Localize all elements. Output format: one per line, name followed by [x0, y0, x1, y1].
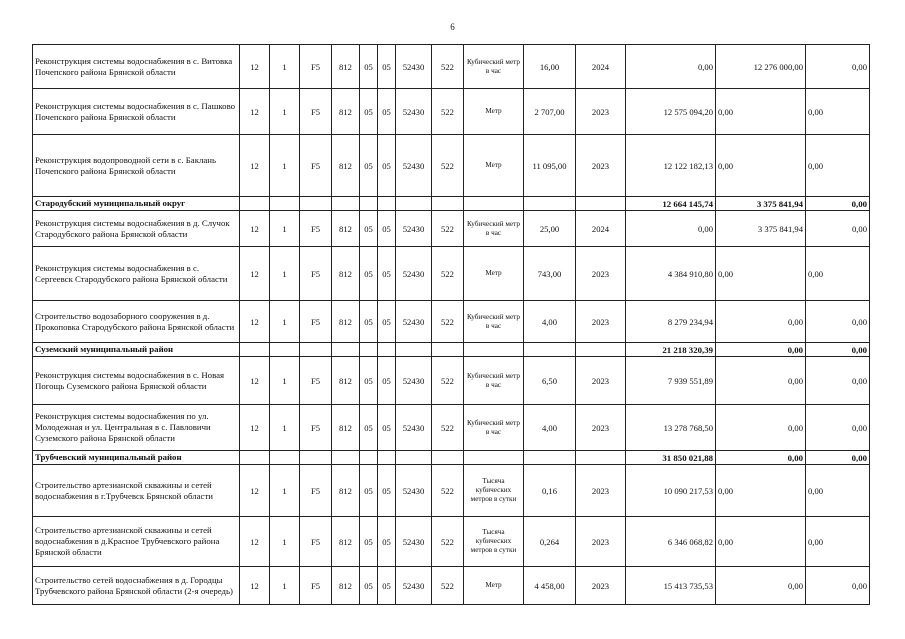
table-row [33, 517, 870, 567]
year-cell: 2023 [576, 247, 626, 301]
table-row [33, 405, 870, 451]
code-cell: 522 [432, 89, 464, 135]
amount-cell: 0,00 [806, 405, 870, 451]
code-cell: 52430 [396, 301, 432, 343]
amount-cell: 0,00 [716, 135, 806, 197]
object-name-cell: Строительство артезианской скважины и сетей водоснабжения в г.Трубчевск Брянской области [33, 465, 240, 517]
empty-cell [332, 197, 360, 211]
quantity-cell: 11 095,00 [524, 135, 576, 197]
empty-cell [270, 343, 300, 357]
empty-cell [378, 343, 396, 357]
empty-cell [576, 343, 626, 357]
code-cell: 05 [378, 301, 396, 343]
amount-cell: 0,00 [716, 301, 806, 343]
object-name-cell: Реконструкция системы водоснабжения по ул. Молодежная и ул. Центральная в с. Павловичи Суземского района Брянской области [33, 405, 240, 451]
amount-cell: 13 278 768,50 [626, 405, 716, 451]
code-cell: 05 [378, 357, 396, 405]
code-cell: 05 [360, 211, 378, 247]
year-cell: 2023 [576, 465, 626, 517]
code-cell: F5 [300, 357, 332, 405]
unit-cell: Тысяча кубических метров в сутки [464, 517, 524, 567]
subtotal-row [33, 451, 870, 465]
amount-cell: 0,00 [806, 343, 870, 357]
code-cell: 52430 [396, 211, 432, 247]
code-cell: F5 [300, 567, 332, 605]
object-name-cell: Реконструкция водопроводной сети в с. Баклань Почепского района Брянской области [33, 135, 240, 197]
code-cell: 522 [432, 211, 464, 247]
table-body [33, 45, 870, 605]
table-row [33, 135, 870, 197]
empty-cell [464, 197, 524, 211]
code-cell: 52430 [396, 247, 432, 301]
empty-cell [240, 343, 270, 357]
code-cell: 812 [332, 567, 360, 605]
code-cell: 522 [432, 301, 464, 343]
empty-cell [576, 197, 626, 211]
amount-cell: 0,00 [806, 197, 870, 211]
empty-cell [378, 451, 396, 465]
unit-cell: Кубический метр в час [464, 45, 524, 89]
code-cell: 12 [240, 211, 270, 247]
amount-cell: 0,00 [806, 451, 870, 465]
amount-cell: 10 090 217,53 [626, 465, 716, 517]
code-cell: F5 [300, 45, 332, 89]
code-cell: 05 [360, 517, 378, 567]
code-cell: 05 [360, 405, 378, 451]
empty-cell [432, 451, 464, 465]
quantity-cell: 4,00 [524, 405, 576, 451]
code-cell: 52430 [396, 89, 432, 135]
empty-cell [396, 451, 432, 465]
subtotal-row [33, 343, 870, 357]
code-cell: 52430 [396, 135, 432, 197]
code-cell: 12 [240, 567, 270, 605]
code-cell: 1 [270, 89, 300, 135]
amount-cell: 21 218 320,39 [626, 343, 716, 357]
amount-cell: 0,00 [716, 343, 806, 357]
year-cell: 2024 [576, 211, 626, 247]
year-cell: 2023 [576, 517, 626, 567]
empty-cell [300, 343, 332, 357]
empty-cell [332, 451, 360, 465]
code-cell: 812 [332, 405, 360, 451]
amount-cell: 8 279 234,94 [626, 301, 716, 343]
code-cell: F5 [300, 89, 332, 135]
amount-cell: 0,00 [806, 357, 870, 405]
object-name-cell: Реконструкция системы водоснабжения в с. Пашково Почепского района Брянской области [33, 89, 240, 135]
unit-cell: Тысяча кубических метров в сутки [464, 465, 524, 517]
code-cell: 812 [332, 517, 360, 567]
empty-cell [270, 197, 300, 211]
code-cell: 812 [332, 357, 360, 405]
amount-cell: 0,00 [806, 247, 870, 301]
code-cell: 522 [432, 517, 464, 567]
code-cell: 522 [432, 405, 464, 451]
amount-cell: 0,00 [716, 357, 806, 405]
quantity-cell: 2 707,00 [524, 89, 576, 135]
code-cell: 05 [360, 465, 378, 517]
amount-cell: 0,00 [716, 465, 806, 517]
empty-cell [464, 451, 524, 465]
amount-cell: 7 939 551,89 [626, 357, 716, 405]
amount-cell: 31 850 021,88 [626, 451, 716, 465]
code-cell: 522 [432, 247, 464, 301]
code-cell: 1 [270, 135, 300, 197]
empty-cell [432, 197, 464, 211]
year-cell: 2023 [576, 567, 626, 605]
code-cell: 12 [240, 405, 270, 451]
quantity-cell: 0,264 [524, 517, 576, 567]
code-cell: 12 [240, 89, 270, 135]
table-row [33, 45, 870, 89]
code-cell: 812 [332, 247, 360, 301]
object-name-cell: Строительство водозаборного сооружения в д. Прокоповка Стародубского района Брянской области [33, 301, 240, 343]
code-cell: 1 [270, 517, 300, 567]
quantity-cell: 0,16 [524, 465, 576, 517]
amount-cell: 4 384 910,80 [626, 247, 716, 301]
code-cell: 12 [240, 301, 270, 343]
code-cell: 1 [270, 567, 300, 605]
empty-cell [300, 451, 332, 465]
year-cell: 2023 [576, 89, 626, 135]
code-cell: 52430 [396, 465, 432, 517]
empty-cell [270, 451, 300, 465]
year-cell: 2023 [576, 135, 626, 197]
quantity-cell: 25,00 [524, 211, 576, 247]
amount-cell: 0,00 [626, 211, 716, 247]
amount-cell: 0,00 [716, 517, 806, 567]
amount-cell: 0,00 [716, 89, 806, 135]
code-cell: F5 [300, 517, 332, 567]
table-row [33, 301, 870, 343]
amount-cell: 0,00 [716, 405, 806, 451]
amount-cell: 0,00 [806, 45, 870, 89]
table-row [33, 89, 870, 135]
code-cell: 1 [270, 45, 300, 89]
empty-cell [576, 451, 626, 465]
amount-cell: 0,00 [716, 451, 806, 465]
code-cell: 522 [432, 135, 464, 197]
empty-cell [524, 197, 576, 211]
code-cell: F5 [300, 465, 332, 517]
code-cell: 52430 [396, 567, 432, 605]
code-cell: 812 [332, 45, 360, 89]
code-cell: F5 [300, 135, 332, 197]
empty-cell [360, 197, 378, 211]
code-cell: F5 [300, 405, 332, 451]
code-cell: 12 [240, 517, 270, 567]
code-cell: 05 [378, 45, 396, 89]
empty-cell [524, 451, 576, 465]
empty-cell [524, 343, 576, 357]
code-cell: 05 [360, 357, 378, 405]
code-cell: 522 [432, 45, 464, 89]
amount-cell: 0,00 [806, 567, 870, 605]
amount-cell: 0,00 [716, 567, 806, 605]
code-cell: 52430 [396, 45, 432, 89]
amount-cell: 0,00 [806, 465, 870, 517]
code-cell: 05 [378, 89, 396, 135]
object-name-cell: Реконструкция системы водоснабжения в с. Новая Погощь Суземского района Брянской области [33, 357, 240, 405]
unit-cell: Метр [464, 135, 524, 197]
object-name-cell: Строительство артезианской скважины и сетей водоснабжения в д.Красное Трубчевского района Брянской области [33, 517, 240, 567]
district-name-cell: Стародубский муниципальный округ [33, 197, 240, 211]
code-cell: F5 [300, 301, 332, 343]
code-cell: 522 [432, 465, 464, 517]
budget-table [32, 44, 870, 605]
code-cell: 05 [378, 211, 396, 247]
code-cell: 12 [240, 357, 270, 405]
object-name-cell: Строительство сетей водоснабжения в д. Городцы Трубчевского района Брянской области (2-я очередь) [33, 567, 240, 605]
amount-cell: 0,00 [806, 517, 870, 567]
object-name-cell: Реконструкция системы водоснабжения в с. Витовка Почепского района Брянской области [33, 45, 240, 89]
object-name-cell: Реконструкция системы водоснабжения в с. Сергеевск Стародубского района Брянской области [33, 247, 240, 301]
unit-cell: Кубический метр в час [464, 301, 524, 343]
empty-cell [360, 343, 378, 357]
code-cell: 52430 [396, 357, 432, 405]
unit-cell: Метр [464, 567, 524, 605]
code-cell: 05 [360, 45, 378, 89]
year-cell: 2024 [576, 45, 626, 89]
page-number: 6 [450, 22, 455, 32]
code-cell: 12 [240, 135, 270, 197]
code-cell: 1 [270, 211, 300, 247]
amount-cell: 12 122 182,13 [626, 135, 716, 197]
code-cell: 812 [332, 301, 360, 343]
code-cell: 52430 [396, 517, 432, 567]
table-row [33, 465, 870, 517]
code-cell: 1 [270, 301, 300, 343]
code-cell: 1 [270, 405, 300, 451]
object-name-cell: Реконструкция системы водоснабжения в д. Случок Стародубского района Брянской области [33, 211, 240, 247]
code-cell: 05 [360, 89, 378, 135]
quantity-cell: 4 458,00 [524, 567, 576, 605]
code-cell: 05 [360, 567, 378, 605]
code-cell: 05 [378, 567, 396, 605]
code-cell: 05 [378, 517, 396, 567]
amount-cell: 6 346 068,82 [626, 517, 716, 567]
quantity-cell: 16,00 [524, 45, 576, 89]
year-cell: 2023 [576, 405, 626, 451]
table-row [33, 211, 870, 247]
empty-cell [360, 451, 378, 465]
district-name-cell: Суземский муниципальный район [33, 343, 240, 357]
table-row [33, 567, 870, 605]
unit-cell: Метр [464, 247, 524, 301]
code-cell: 05 [378, 465, 396, 517]
code-cell: 12 [240, 465, 270, 517]
code-cell: 05 [360, 135, 378, 197]
code-cell: 05 [360, 301, 378, 343]
code-cell: 1 [270, 247, 300, 301]
year-cell: 2023 [576, 301, 626, 343]
empty-cell [240, 451, 270, 465]
code-cell: 812 [332, 89, 360, 135]
amount-cell: 0,00 [806, 135, 870, 197]
quantity-cell: 743,00 [524, 247, 576, 301]
code-cell: 1 [270, 357, 300, 405]
code-cell: 812 [332, 465, 360, 517]
amount-cell: 12 276 000,00 [716, 45, 806, 89]
year-cell: 2023 [576, 357, 626, 405]
code-cell: 05 [360, 247, 378, 301]
code-cell: 1 [270, 465, 300, 517]
amount-cell: 3 375 841,94 [716, 211, 806, 247]
unit-cell: Кубический метр в час [464, 211, 524, 247]
code-cell: F5 [300, 247, 332, 301]
amount-cell: 12 664 145,74 [626, 197, 716, 211]
amount-cell: 3 375 841,94 [716, 197, 806, 211]
table-row [33, 247, 870, 301]
amount-cell: 0,00 [806, 301, 870, 343]
code-cell: 12 [240, 45, 270, 89]
code-cell: 12 [240, 247, 270, 301]
code-cell: 52430 [396, 405, 432, 451]
code-cell: 05 [378, 405, 396, 451]
empty-cell [396, 197, 432, 211]
code-cell: 812 [332, 135, 360, 197]
empty-cell [378, 197, 396, 211]
amount-cell: 12 575 094,20 [626, 89, 716, 135]
amount-cell: 0,00 [806, 89, 870, 135]
subtotal-row [33, 197, 870, 211]
code-cell: 522 [432, 567, 464, 605]
code-cell: F5 [300, 211, 332, 247]
code-cell: 522 [432, 357, 464, 405]
unit-cell: Кубический метр в час [464, 405, 524, 451]
code-cell: 812 [332, 211, 360, 247]
code-cell: 05 [378, 247, 396, 301]
empty-cell [300, 197, 332, 211]
empty-cell [332, 343, 360, 357]
empty-cell [432, 343, 464, 357]
unit-cell: Метр [464, 89, 524, 135]
amount-cell: 15 413 735,53 [626, 567, 716, 605]
amount-cell: 0,00 [806, 211, 870, 247]
code-cell: 05 [378, 135, 396, 197]
amount-cell: 0,00 [716, 247, 806, 301]
amount-cell: 0,00 [626, 45, 716, 89]
empty-cell [396, 343, 432, 357]
unit-cell: Кубический метр в час [464, 357, 524, 405]
empty-cell [240, 197, 270, 211]
quantity-cell: 6,50 [524, 357, 576, 405]
empty-cell [464, 343, 524, 357]
district-name-cell: Трубчевский муниципальный район [33, 451, 240, 465]
table-row [33, 357, 870, 405]
quantity-cell: 4,00 [524, 301, 576, 343]
